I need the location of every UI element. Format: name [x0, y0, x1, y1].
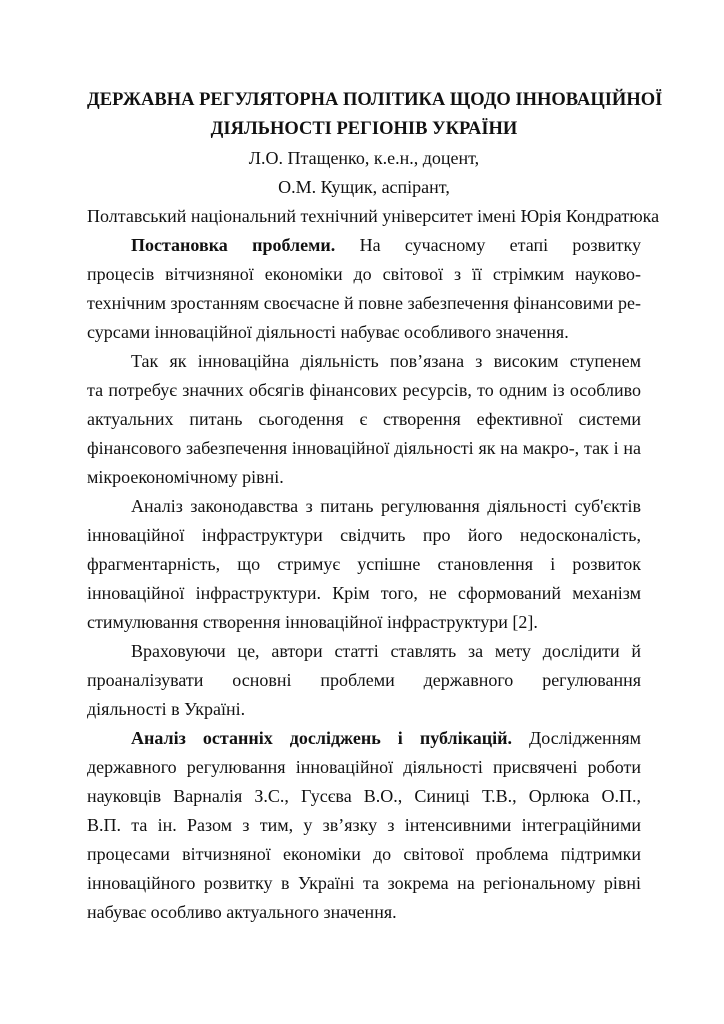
paragraph-text: Враховуючи це, автори статті ставлять за мету дослідити й [131, 641, 641, 661]
paragraph-line: актуальних питань сьогодення є створення ефективної системи [87, 409, 641, 429]
paragraph [87, 724, 641, 927]
paragraph-line: процесами вітчизняної економіки до світової проблема підтримки [87, 844, 641, 864]
paragraph-line: діяльності в Україні. [87, 699, 246, 719]
paragraph-line: технічним зростанням своєчасне й повне забезпечення фінансовими ре- [87, 293, 641, 313]
affiliation: Полтавський національний технічний університет імені Юрія Кондратюка [87, 206, 660, 226]
section-heading: Аналіз останніх досліджень і публікацій. [131, 728, 512, 748]
title-line-1: ДЕРЖАВНА РЕГУЛЯТОРНА ПОЛІТИКА ЩОДО ІННОВАЦІЙНОЇ [87, 90, 663, 110]
paragraph-line: проаналізувати основні проблеми державного регулювання [87, 670, 641, 690]
paragraph-line: інноваційного розвитку в Україні та зокрема на регіональному рівні [87, 873, 641, 893]
paragraph-line: процесів вітчизняної економіки до світової з її стрімким науково- [87, 264, 641, 284]
paragraph-line [87, 492, 641, 521]
paragraph-line: інноваційної інфраструктури. Крім того, не сформований механізм [87, 583, 641, 603]
paragraph-line: сурсами інноваційної діяльності набуває особливого значення. [87, 322, 569, 342]
paragraph-text: Дослідженням [529, 728, 641, 748]
paragraph [87, 637, 641, 724]
paragraph [87, 231, 641, 347]
paragraph-line [87, 637, 641, 666]
paragraph-line: науковців Варналія З.С., Гусєва В.О., Синиці Т.В., Орлюка О.П., [87, 786, 641, 806]
paragraph-text: На сучасному етапі розвитку [359, 235, 641, 255]
paragraph-text: Так як інноваційна діяльність пов’язана з високим ступенем [131, 351, 641, 371]
paragraph-text: Аналіз законодавства з питань регулювання діяльності суб'єктів [131, 496, 641, 516]
paragraph-line: стимулювання створення інноваційної інфраструктури [2]. [87, 612, 538, 632]
body-text [87, 231, 641, 927]
paragraph-line: та потребує значних обсягів фінансових ресурсів, то одним із особливо [87, 380, 641, 400]
paragraph-line [87, 724, 641, 753]
paragraph-line: державного регулювання інноваційної діяльності присвячені роботи [87, 757, 641, 777]
paragraph-line: набуває особливо актуального значення. [87, 902, 397, 922]
author-1: Л.О. Птащенко, к.е.н., доцент, [248, 148, 480, 168]
paragraph-line: інноваційної інфраструктури свідчить про його недосконалість, [87, 525, 641, 545]
paragraph-line [87, 231, 641, 260]
paragraph-line: мікроекономічному рівні. [87, 467, 284, 487]
paragraph-line [87, 347, 641, 376]
title-line-2: ДІЯЛЬНОСТІ РЕГІОНІВ УКРАЇНИ [210, 119, 518, 139]
paragraph [87, 347, 641, 492]
paragraph-line: В.П. та ін. Разом з тим, у зв’язку з інтенсивними інтеграційними [87, 815, 641, 835]
section-heading: Постановка проблеми. [131, 235, 336, 255]
paragraph-line: фінансового забезпечення інноваційної діяльності як на макро-, так і на [87, 438, 641, 458]
document-page [87, 86, 663, 927]
author-2: О.М. Кущик, аспірант, [278, 177, 450, 197]
paragraph-line: фрагментарність, що стримує успішне становлення і розвиток [87, 554, 641, 574]
paragraph [87, 492, 641, 637]
